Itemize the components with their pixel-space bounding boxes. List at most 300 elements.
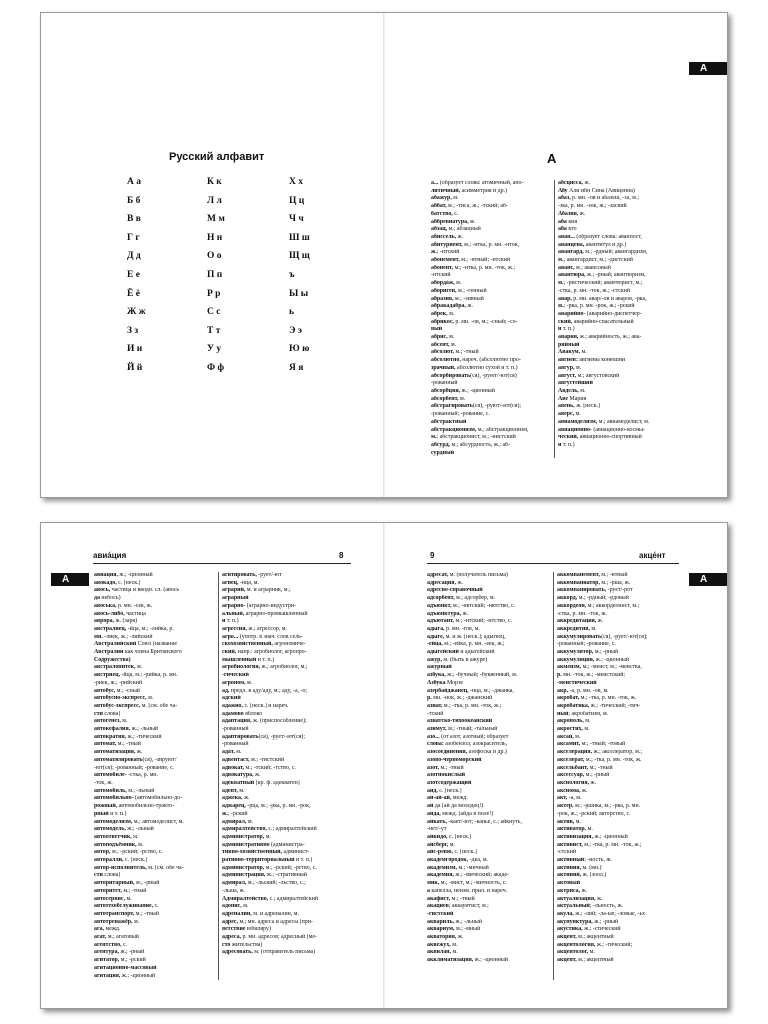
dictionary-line: акроба́тика, ж.; -ти́ческий; -тич- (557, 702, 641, 709)
dictionary-line: адвокату́ра, ж. (222, 772, 261, 779)
dictionary-line: ава́нс, м.; ава́нсовый (558, 264, 611, 271)
alphabet-letter: Х х (289, 177, 303, 187)
dictionary-line: ский, авари́йно-спасательный (558, 318, 634, 325)
dictionary-line: р. мн. -нок, ж.; -джанский (427, 695, 493, 702)
dictionary-line: Аве Мари́я (558, 395, 587, 402)
dictionary-line: и т. п.) (558, 326, 575, 333)
alphabet-letter: В в (127, 214, 141, 225)
dictionary-line: абиссе́ль, ж. (431, 233, 464, 240)
dictionary-line: азо́т, м.; -тный (427, 764, 464, 771)
dictionary-line: адапта́ция, ж. (приспособление); (222, 718, 307, 725)
dictionary-line: абсорбе́нт, м. (431, 395, 466, 402)
dictionary-line: ный; акробати́зм, м. (557, 710, 609, 717)
alphabet-letter: Р р (207, 288, 221, 299)
dictionary-line: автома́т, м.; -тный (94, 741, 141, 748)
dictionary-line: абба́т, м.; -тиса, ж.; -тский; аб- (431, 203, 509, 210)
dictionary-line: ага́, межд. (94, 926, 121, 933)
dictionary-line: авиамоделизм, м.; авиамоде́лист, м. (558, 418, 650, 425)
dictionary-line: айс-ревю́, с. [неск.] (427, 849, 477, 856)
dictionary-line: акселера́т, м.; -тка, р. мн. -ток, ж. (557, 756, 642, 763)
dictionary-line: -ют(ся); -рованный; -рование, с. (94, 764, 175, 771)
dictionary-line: активи́ст, м.; -тка, р. мн. -ток, ж.; (557, 841, 642, 848)
dictionary-line: акцентоло́г, м. (557, 949, 595, 956)
alphabet-letter: З з (127, 325, 139, 336)
dictionary-line: да небо́сь) (94, 595, 121, 602)
dictionary-line: -рованный (431, 380, 458, 387)
dictionary-line: адапти́ровать(ся), -рует/-ют(ся); (222, 733, 305, 740)
dictionary-line: абоне́нт, м.; -нтка, р. мн. -ток, ж.; (431, 264, 516, 271)
dictionary-line: администра́тор, м.; -рский; -рство, с. (222, 864, 317, 871)
dictionary-line: агра́рий, м. и агра́рник, м.; (222, 587, 291, 594)
dictionary-line: а́верс, м. (558, 411, 581, 418)
dictionary-line: адреса́, р. мн. адресо́в; адресный (ме- (222, 934, 317, 941)
dictionary-line: акце́нт, м.; акце́нтный (557, 934, 614, 941)
dictionary-line: ага́т, м.; ага́товый (94, 934, 139, 941)
dictionary-line: агре́ссия, ж.; агре́ссор, м. (222, 625, 288, 632)
dictionary-line: аба́з, р. мн. -ов и аба́зеш, -за, м.; (558, 195, 639, 202)
dictionary-line: авто́бусно-экспре́сс, м. (94, 695, 154, 702)
dictionary-line: аге́нту́ра, ж.; -рный (94, 949, 145, 956)
dictionary-line: актуа́льный; -льность, ж. (557, 903, 624, 910)
dictionary-line: -рованный (222, 726, 249, 733)
alphabet-letter: Ш ш (289, 232, 310, 243)
dictionary-line: акула́, ж.; -ли́й; -ла-ые; -ловые, -ьх (557, 910, 646, 917)
dictionary-line: акцентоло́гия, ж.; -ги́ческий; (557, 941, 633, 948)
dictionary-line: акт, -а, м. (557, 795, 582, 802)
dictionary-line: -ги́ческий (222, 672, 249, 679)
dictionary-line: адмира́л, м.; -льский; -льство, с.; (222, 880, 306, 887)
dictionary-line: Адмиралте́йство, с.; адмиралте́йский (222, 895, 319, 902)
dictionary-line: Абу́ Али́ ибн Си́на (Авице́нна) (558, 187, 635, 194)
dictionary-line: акро́поль, м. (557, 718, 591, 725)
dictionary-line: альный, агра́рно-промышленный (222, 610, 308, 617)
entries-column-1 (431, 180, 551, 457)
dictionary-line: агитацио́нно-ма́ссовый (94, 964, 157, 971)
dictionary-line: акаци́ев; аккаунти́ст, м.; (427, 903, 489, 910)
left-page-number: 8 (339, 551, 344, 560)
page-gutter (383, 523, 385, 1008)
dictionary-line: академи́зм, м.; -мичный (427, 864, 489, 871)
dictionary-line: аво́сь-либо, частица (94, 610, 146, 617)
dictionary-line: адмира́лтейство, с.; адмиралте́йский (222, 826, 317, 833)
dictionary-line: акватория, ж. (427, 934, 464, 941)
alphabet-letter: А а (127, 177, 141, 187)
dictionary-line: азиа́т, м.; -тка, р. мн. -ток, ж.; (427, 702, 502, 709)
dictionary-line: азосоединения, азофоска и др.) (427, 749, 507, 756)
alphabet-letter: Г г (127, 232, 140, 243)
dictionary-line: абре́к, м. (431, 310, 455, 317)
alphabet-letter: П п (207, 269, 223, 280)
alphabet-letter: ь (289, 307, 295, 318)
alphabet-letter: Ы ы (289, 288, 309, 299)
dictionary-line: мн. -лиек, ж.; -лийский (94, 633, 153, 640)
dictionary-line: азотсодержа́щий (427, 779, 472, 786)
dictionary-line: абрико́с, р. мн. -ов, м.; -сный; -со- (431, 318, 518, 325)
dictionary-line: адмира́л, м. (222, 818, 254, 825)
dictionary-line: адский (222, 695, 241, 702)
dictionary-line: автотре́нажёр, м. (94, 918, 140, 925)
dictionary-line: ба́тство, с. (431, 210, 459, 217)
alphabet-letter: Б б (127, 195, 141, 206)
dictionary-line: -стка, р. мн. -ток, ж.; -стский (558, 287, 631, 294)
alphabet-letter: Ч ч (289, 214, 304, 225)
dictionary-line: а́йда, межд. (айда в поле!) (427, 810, 494, 817)
dictionary-line: актуализа́ция, ж. (557, 895, 603, 902)
dictionary-line: акти́ний, ж. (зоол.) (557, 872, 607, 879)
dictionary-line: -зка, р. мн. -зок, ж.; -за́ский (558, 203, 627, 210)
dictionary-line: мик, м.; -мист, м.; -ми́чность, с. (427, 880, 507, 887)
right-running-head: акце́нт (639, 551, 666, 560)
dictionary-line: а́дресно-спра́вочный (427, 587, 483, 594)
dictionary-line: адыге́, м. и ж. [неск.]; адыге́ец, (427, 633, 506, 640)
dictionary-line: агра́рно- (агра́рно-индустри- (222, 602, 297, 609)
alphabet-letter: Ж ж (127, 307, 146, 318)
dictionary-line: абсорбирова́ть(ся), -рую́т/-ют(ся) (431, 372, 517, 379)
dictionary-line: и т. п.) (558, 441, 575, 448)
dictionary-line: акр, -а, р. мн. -ов, м. (557, 687, 609, 694)
dictionary-line: автотехобслу́живание, с. (94, 903, 159, 910)
alphabet-letter: Э э (289, 325, 302, 336)
dictionary-line: адвента́ст, м.; -ти́стский (222, 756, 285, 763)
dictionary-line: аккомпаниа́тор, м.; -рша, ж. (557, 579, 631, 586)
dictionary-line: аба́жур, м. (431, 195, 459, 202)
dictionary-line: адресо́вать, м. (отправитель письма) (222, 949, 316, 956)
dictionary-line: адъюнкт, м.; -нктский; -нктство, с. (427, 602, 516, 609)
alphabet-column-2 (207, 177, 225, 382)
dictionary-line: аксельбант, м.; -тный (557, 764, 613, 771)
entries-column-2 (222, 572, 351, 957)
dictionary-line: азербайджа́нец, -нца, м.; -джанка, (427, 687, 514, 694)
dictionary-line: агити́ровать, -рует/-ют (222, 572, 282, 578)
dictionary-line: акселера́ция, ж.; акселера́тор, м.; (557, 749, 642, 756)
column-divider (553, 572, 554, 980)
entries-column-2 (558, 180, 680, 450)
dictionary-line: автотра́нспорт, м.; -тный (94, 910, 159, 917)
dictionary-line: актри́са, ж. (557, 887, 588, 894)
dictionary-line: ава́рия, ж.; авари́йность, ж.; ава- (558, 334, 642, 341)
dictionary-line: аккомпани́ровать, -рует/-рот (557, 587, 633, 594)
dictionary-line: абракада́бра, ж. (431, 303, 473, 310)
dictionary-line: аве́нь, ж. [неск.] (558, 403, 601, 410)
dictionary-line: а́йкидо, с. [неск.] (427, 833, 472, 840)
dictionary-line: аба́ кто (558, 226, 577, 233)
dictionary-line: скохозя́йственный, агрономи́че- (222, 641, 306, 648)
dictionary-line: автоматизи́ровать(ся), -зируют/ (94, 756, 177, 763)
dictionary-line: ветствие юбиляру) (222, 926, 271, 933)
dictionary-line: Австралийский Сою́з (название (94, 641, 178, 648)
dictionary-line: авари́йно- (авари́йно-диспетче́р- (558, 310, 642, 317)
alphabet-title: Русский алфавит (169, 151, 265, 163)
dictionary-line: м.; авангарди́ст, м.; -ди́стский (558, 257, 633, 264)
dictionary-line: авиацио́нно- (авиацио́нно-космы- (558, 426, 645, 433)
dictionary-line: адо́нис, м. (222, 903, 249, 910)
dictionary-line: ай да (ай да молодец!) (427, 803, 484, 810)
dictionary-line: ти́вно-хозя́йственный, админист- (222, 849, 310, 856)
dictionary-line: р. мн. -ток, ж.; -меи́стский; (557, 672, 626, 679)
dictionary-line: автомоби́льно- (автомоби́льно-до- (94, 795, 183, 802)
dictionary-line: акса́мит, м.; -тный; -товый (557, 741, 626, 748)
dictionary-line: ада́мово я́блоко (222, 710, 263, 717)
dictionary-line: аво́сь, частица и вводн. сл. (авось (94, 587, 180, 594)
dictionary-line: -ток, ж. (94, 779, 113, 786)
alphabet-letter: Т т (207, 325, 221, 336)
dictionary-line: автогене́з, м. (94, 718, 128, 725)
column-divider (218, 572, 219, 980)
dictionary-line: м.; -ристи́ческий; авантюри́ст, м.; (558, 280, 643, 287)
dictionary-line: акти́в, м. (557, 818, 581, 825)
dictionary-line: -льша, ж. (222, 887, 246, 894)
dictionary-line: автомоделизм, м.; автомодели́ст, м. (94, 818, 184, 825)
alphabet-letter: М м (207, 214, 225, 225)
dictionary-line: адыге́йский и адыге́йский (427, 649, 495, 656)
alphabet-letter: Ю ю (289, 344, 310, 355)
dictionary-line: аде́пт, м. (222, 787, 245, 794)
dictionary-line: аккредита́ция, ж. (557, 618, 604, 625)
dictionary-line: агра́рный (222, 595, 249, 602)
entries-column-4 (557, 572, 679, 965)
left-running-head: авиа́ция (93, 551, 127, 560)
dictionary-line: абсу́рд, м.; абсу́рдность, ж.; аб- (431, 441, 511, 448)
top-spread (40, 12, 728, 498)
dictionary-line: абсолю́т, м.; -тный (431, 349, 479, 356)
dictionary-line: и т. п.) (222, 618, 239, 625)
alphabet-letter: О о (207, 251, 222, 262)
dictionary-line: австралопите́к, м. (94, 664, 143, 671)
dictionary-line: автомоби́ле- -стка, р. мн. (94, 772, 158, 779)
dictionary-line: аквежу́х, м. (427, 941, 458, 948)
dictionary-line: -рованный; -рование, с. (431, 411, 490, 418)
thumb-index-tab-left: А (51, 573, 89, 586)
dictionary-line: а капе́лла, неизм. прил. и нареч. (427, 887, 508, 894)
dictionary-line: слова: азобензол, азокраситель, (427, 741, 508, 748)
dictionary-line: абсорбци́я, ж.; -ционный (431, 387, 495, 394)
dictionary-line: А́збука Мо́рзе (427, 679, 464, 686)
dictionary-line: айкать, -кает/-ют; -канье, с.; айкнуть, (427, 818, 522, 825)
dictionary-line: адреса́т, м. (получатель письма) (427, 572, 508, 578)
dictionary-line: авро́ра, ж. (заря) (94, 618, 138, 625)
dictionary-line: агро... (употр. в знач. слов сель- (222, 633, 303, 640)
dictionary-line: аванце́на, авантиту́л и др.) (558, 241, 627, 248)
dictionary-line: -нет/-ут (427, 826, 447, 833)
dictionary-line: аккумули́ровать(ся), -рует/-ют(ся); (557, 633, 648, 640)
dictionary-line: активиза́ция, ж.; -ционный (557, 833, 628, 840)
bottom-spread (40, 522, 728, 1009)
dictionary-line: адъюнкту́ра, ж. (427, 610, 469, 617)
dictionary-line: австри́ец, -йца, м.; -рийка, р. мн. (94, 672, 178, 679)
dictionary-line: аво́ська, р. мн. -сек, ж. (94, 602, 153, 609)
dictionary-line: админи́стра́тор, м. (222, 833, 271, 840)
dictionary-line: азимут, м.; -тный; -тальный (427, 726, 498, 733)
dictionary-line: ж.; -рский (222, 810, 248, 817)
dictionary-line: автомоде́ль, ж.; -льный (94, 826, 154, 833)
entries-column-3 (427, 572, 551, 965)
dictionary-line: ажу́рный (427, 664, 452, 671)
dictionary-line: августе́йший (558, 380, 593, 387)
dictionary-line: акаде́мия, ж.; -ми́ческий; акаде- (427, 872, 510, 879)
dictionary-line: зрачный, абсолю́тно сухо́й и т. п.) (431, 364, 518, 371)
alphabet-letter: У у (207, 344, 222, 355)
section-letter: А (547, 151, 557, 166)
alphabet-letter: Ё ё (127, 288, 140, 299)
dictionary-line: Авде́ль, м. (558, 387, 586, 394)
dictionary-line: азотноки́слый (427, 772, 466, 779)
dictionary-line: -рованный (222, 741, 249, 748)
dictionary-line: мы́шленный и т. п.) (222, 656, 275, 663)
dictionary-line: акти́вный; -ность, ж. (557, 857, 612, 864)
dictionary-line: автоматиза́ция, ж. (94, 749, 143, 756)
dictionary-line: акклиматиза́ция, ж.; -ционный (427, 957, 509, 964)
dictionary-line: администрати́вно (администра- (222, 841, 305, 848)
dictionary-line: ад, предл. в аду/аду, м.; аду, -а, -о; (222, 687, 308, 694)
dictionary-line: адже́ка, ж. (222, 795, 250, 802)
dictionary-line: аккордео́н, м.; аккордеони́ст, м.; (557, 602, 640, 609)
dictionary-line: акупункту́ра, ж.; -рный (557, 918, 619, 925)
dictionary-line: рати́вно-территориа́льный и т. п.) (222, 857, 313, 864)
dictionary-line: аква́риум, м.; -мный (427, 926, 481, 933)
dictionary-line: аквари́ль, ж.; -льный (427, 918, 483, 925)
alphabet-letter: Щ щ (289, 251, 310, 262)
alphabet-letter: Ц ц (289, 195, 305, 206)
dictionary-line: а́збука, ж.; -бучный; -букве́нный, м. (427, 672, 518, 679)
thumb-index-tab: А (689, 62, 727, 75)
alphabet-letter: Я я (289, 362, 304, 373)
dictionary-line: аку́стика, ж.; -сти́ческий (557, 926, 621, 933)
dictionary-line: адрена́лин, м. и адренали́н, м. (222, 910, 299, 917)
dictionary-line: а... (образует слова: атоми́чный, апо- (431, 180, 524, 186)
dictionary-line: акрости́х, м. (557, 726, 590, 733)
dictionary-line: адвока́т, м.; -тский; -тство, с. (222, 764, 296, 771)
dictionary-line: -меисти́ческий (557, 679, 597, 686)
dictionary-line: аксио́ма, ж. (557, 787, 588, 794)
dictionary-line: Содружества) (94, 656, 131, 663)
dictionary-line: агита́тор, м.; -рский (94, 957, 146, 964)
dictionary-line: авто́бус, м.; -сный (94, 687, 140, 694)
dictionary-line: Аваку́м, м. (558, 349, 587, 356)
dictionary-line: адыга́, р. мн. -гов, м. (427, 625, 480, 632)
dictionary-line: Аба́зия, ж. (558, 210, 586, 217)
dictionary-line: адекватный [кр. ф. адеква́тен] (222, 779, 300, 786)
dictionary-line: агроно́м, м. (222, 679, 253, 686)
alphabet-column-3 (289, 177, 310, 382)
dictionary-line: абстраги́ровать(ся), -рую́т/-ют(ся); (431, 403, 522, 410)
dictionary-line: аквила́н, м. (427, 949, 458, 956)
alphabet-letter: ъ (289, 269, 295, 280)
alphabet-letter: Е е (127, 269, 140, 280)
dictionary-line: -стский (557, 849, 577, 856)
dictionary-line: м.; абстракциони́ст, м.; -ни́стский (431, 434, 516, 441)
dictionary-line: абсолю́тно, нареч. (абсолю́тно про- (431, 357, 521, 364)
dictionary-line: аба́ кия (558, 218, 578, 225)
dictionary-line: агита́ция, ж.; -ционный (94, 972, 156, 979)
dictionary-line: акто́вый (557, 880, 581, 887)
dictionary-line: автомоби́ль, м.; -льный (94, 787, 155, 794)
dictionary-line: сти слова] (94, 872, 121, 879)
dictionary-line: ж.; -нтский (431, 249, 460, 256)
dictionary-line: акко́рд, м.; -рдный; -рдовый (557, 595, 629, 602)
dictionary-line: акмеи́зм, м.; -меист, м.; -меи́стка, (557, 664, 642, 671)
dictionary-line: абрази́в, м.; -зивный (431, 295, 484, 302)
dictionary-line: аванга́рд, м.; -рдный; авангарди́зм, (558, 249, 648, 256)
dictionary-line: лити́чный, асимме́трия и др.) (431, 187, 508, 194)
dictionary-line: ажу́р, м. (быть в ажуре) (427, 656, 488, 663)
dictionary-line: авока́до, с. [неск.] (94, 579, 141, 586)
dictionary-line: аван... (образует слова: аванпо́ст, (558, 233, 643, 240)
dictionary-line: а́дрес, м.; мн. адреса́ и адресы (при- (222, 918, 313, 925)
dictionary-line: авиа́ция, ж.; -ционный (94, 572, 153, 578)
dictionary-line: абордáж, м. (431, 280, 462, 287)
entries-column-1 (94, 572, 216, 980)
dictionary-line: -рок, ж.; -рский; актерство, с. (557, 810, 631, 817)
dictionary-line: авторита́рный, м.; -рный (94, 880, 160, 887)
dictionary-line: авторалли, с. [неск.] (94, 857, 148, 864)
column-divider (554, 180, 555, 458)
dictionary-line: акса́й, м. (557, 733, 581, 740)
dictionary-line: абза́ц, м.; абза́цный (431, 226, 481, 233)
right-head-rule (427, 563, 679, 564)
dictionary-line: агробиоло́гия, ж.; агробиоло́г, м.; (222, 664, 308, 671)
dictionary-line: азо... (от азот, азотный; образует (427, 733, 509, 740)
dictionary-line: абстракциони́зм, м.; абстракциони́зм, (431, 426, 529, 433)
dictionary-line: акроба́т, м.; -тка, р. мн. -ток, ж. (557, 695, 637, 702)
dictionary-line: абсе́нт, м. (431, 341, 457, 348)
dictionary-line: авантю́ра, ж.; -рный; авантюри́зм, (558, 272, 646, 279)
dictionary-line: адъюта́нт, м.; -нтский; -нтство, с. (427, 618, 513, 625)
dictionary-line: -стка, р. мн. -ток, ж. (557, 610, 607, 617)
dictionary-line: ри́йный (558, 341, 580, 348)
dictionary-line: Австралии как члена Британского (94, 649, 182, 656)
dictionary-line: вый (431, 326, 443, 333)
alphabet-letter: К к (207, 177, 222, 187)
dictionary-line: аккумуля́тор, м.; -рный (557, 649, 619, 656)
dictionary-line: абориге́н, м.; -ге́нный (431, 287, 487, 294)
dictionary-line: а́втор, м.; -рский; -рство, с. (94, 849, 163, 856)
alphabet-letter: С с (207, 307, 221, 318)
dictionary-line: акти́ния, м. (мн.) (557, 864, 602, 871)
dictionary-line: ада́жио, с. [неск.] и нареч. (222, 702, 289, 709)
dictionary-line: аи́д, с. [неск.] (427, 787, 462, 794)
dictionary-line: адсорбе́нт, м.; адсорбе́р, м. (427, 595, 496, 602)
dictionary-line: аксиоло́гия, ж. (557, 779, 597, 786)
thumb-index-tab-right: А (689, 573, 727, 586)
alphabet-letter: Л л (207, 195, 222, 206)
dictionary-line: академгородо́к, -дка, м. (427, 857, 489, 864)
dictionary-line: акце́пт, м.; акце́птный (557, 957, 614, 964)
dictionary-line: адреса́ция, ж. (427, 579, 463, 586)
dictionary-line: -ги́стский (427, 910, 454, 917)
dictionary-line: авто́бус-экспре́сс, м. [см. обе ча- (94, 702, 178, 709)
dictionary-line: рный и т. п.) (94, 810, 127, 817)
alphabet-letter: Н н (207, 232, 223, 243)
dictionary-line: автоподъёмник, м. (94, 841, 144, 848)
dictionary-line: ака́фист, м.; -тный (427, 895, 475, 902)
dictionary-line: сто жительства) (222, 941, 263, 948)
alphabet-letter: И и (127, 344, 143, 355)
dictionary-line: -нтский (431, 272, 451, 279)
dictionary-line: ава́р, р. мн. ава́р/-ов и ава́ров, -рка, (558, 295, 647, 302)
page-gutter (383, 13, 385, 497)
dictionary-line: абсци́сса, ж. (558, 180, 591, 186)
dictionary-line: автокра́тия, ж.; -ти́ческий (94, 733, 162, 740)
dictionary-line: аккредити́в, м. (557, 625, 597, 632)
dictionary-line: ай-ай-ай, межд. (427, 795, 468, 802)
dictionary-line: австрали́ец, -йца, м.; -лийка, р. (94, 625, 174, 632)
dictionary-line: ский, напр.: агробиоло́г, агропро- (222, 649, 307, 656)
dictionary-line: абитурие́нт, м.; -нтка, р. мн. -нток, (431, 241, 520, 248)
dictionary-line: абстра́ктный (431, 418, 467, 425)
dictionary-line: азо́во-черномо́рский (427, 756, 482, 763)
dictionary-line: ческий, авиацио́нно-спорти́вный (558, 434, 642, 441)
dictionary-line: аджа́рец, -рца, м.; -рка, р. мн. -рок, (222, 803, 311, 810)
